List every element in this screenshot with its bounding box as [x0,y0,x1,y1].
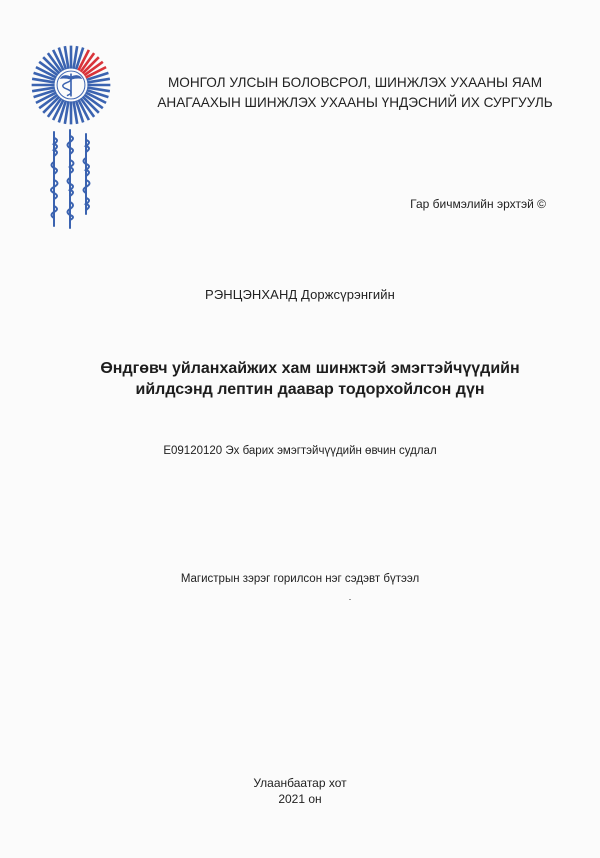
specialty-code: Е09120120 Эх барих эмэгтэйчүүдийн өвчин судлал [163,445,437,457]
university-emblem-icon [30,44,112,126]
author-name: РЭНЦЭНХАНД Доржсүрэнгийн [205,287,395,302]
copyright-notice: Гар бичмэлийн эрхтэй © [410,197,546,211]
thesis-title [60,358,560,400]
ministry-name: МОНГОЛ УЛСЫН БОЛОВСРОЛ, ШИНЖЛЭХ УХААНЫ ЯАМ [167,75,543,90]
year: 2021 он [278,792,322,806]
scan-speck [349,599,351,600]
place-and-year [0,775,600,807]
thesis-title-line-1: Өндгөвч уйланхайжих хам шинжтэй эмэгтэйчүүдийн [100,360,520,377]
thesis-title-line-2: ийлдсэнд лептин даавар тодорхойлсон дүн [135,381,485,398]
degree-statement: Магистрын зэрэг горилсон нэг сэдэвт бүтээл [180,573,420,585]
institution-header [130,73,580,113]
mongolian-script-logo [44,128,100,232]
city: Улаанбаатар хот [253,776,347,790]
university-name: АНАГААХЫН ШИНЖЛЭХ УХААНЫ ҮНДЭСНИЙ ИХ СУРГУУЛЬ [157,95,553,110]
